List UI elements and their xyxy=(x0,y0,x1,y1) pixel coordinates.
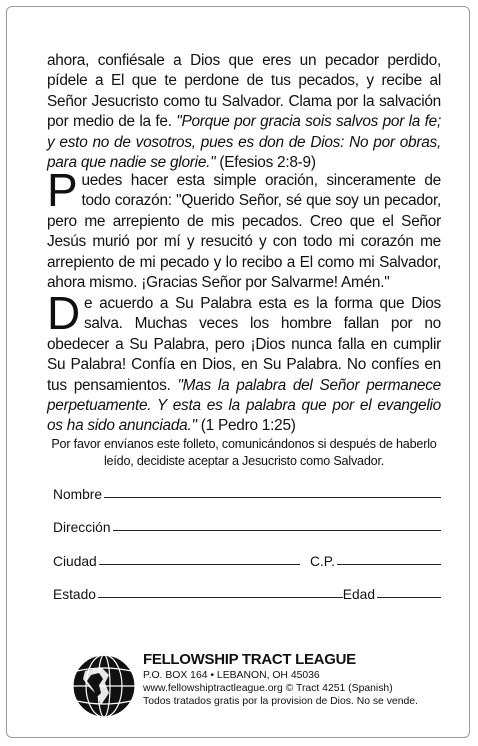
paragraph-text: uedes hacer esta simple oración, sinceramente de todo corazón: "Querido Señor, sé que soy un pecador, pero me arrepiento de mis pecados. Creo que el Señor Jesús murió por mí y resucitó y con todo mi corazón me arrepiento de mi pecado y lo recibo a El como mi Salvador, ahora mismo. ¡Gracias Señor por Salvarme! Amén." xyxy=(47,172,441,292)
form-row-nombre xyxy=(53,480,441,502)
org-name: FELLOWSHIP TRACT LEAGUE xyxy=(143,651,356,668)
ciudad-label: Ciudad xyxy=(53,554,97,569)
cp-label: C.P. xyxy=(309,554,335,569)
ciudad-field[interactable] xyxy=(99,564,300,565)
scripture-quote: "Mas la palabra del Señor permanece perpetuamente. Y esta es la palabra que por el evangelio os ha sido anunciada." xyxy=(47,376,441,435)
publisher-footer xyxy=(71,651,441,723)
form-row-ciudad xyxy=(53,547,441,569)
direccion-field[interactable] xyxy=(113,530,441,531)
edad-field[interactable] xyxy=(377,597,441,598)
scripture-quote: "Porque por gracia sois salvos por la fe; y esto no de vosotros, pues es don de Dios: No por obras, para que nadie se glorie." xyxy=(47,113,441,172)
paragraph-text: e acuerdo a Su Palabra esta es la forma que Dios salva. Muchas veces los hombre fallan por no obedecer a Su Palabra, pero ¡Dios nunca falla en cumplir Su Palabra! Confía en Dios, en Su Palabra. No confíes en tus pensamientos. xyxy=(47,295,441,394)
scripture-reference: (Efesios 2:8-9) xyxy=(215,154,316,172)
tract-page xyxy=(6,6,470,738)
form-row-estado xyxy=(53,580,441,602)
publisher-info xyxy=(143,651,443,709)
response-request: Por favor envíanos este folleto, comunicándonos si después de haberlo leído, decidiste aceptar a Jesucristo como Salvador. xyxy=(51,437,437,468)
org-note: Todos tratados gratis por la provision de Dios. No se vende. xyxy=(143,696,418,708)
edad-label: Edad xyxy=(342,587,375,602)
drop-cap: D xyxy=(47,287,80,339)
form-row-direccion xyxy=(53,513,441,535)
estado-field[interactable] xyxy=(98,597,343,598)
org-website: www.fellowshiptractleague.org © Tract 4251 (Spanish) xyxy=(143,683,393,695)
org-address: P.O. BOX 164 • LEBANON, OH 45036 xyxy=(143,670,320,681)
direccion-label: Dirección xyxy=(53,520,111,535)
estado-label: Estado xyxy=(53,587,96,602)
paragraph-salvation xyxy=(47,51,441,173)
nombre-field[interactable] xyxy=(104,497,441,498)
scripture-reference: (1 Pedro 1:25) xyxy=(196,417,296,435)
drop-cap: P xyxy=(47,164,78,216)
cp-field[interactable] xyxy=(337,564,441,565)
globe-icon xyxy=(71,653,137,719)
nombre-label: Nombre xyxy=(53,487,103,502)
paragraph-word xyxy=(47,287,441,437)
paragraph-text: ahora, confiésale a Dios que eres un pecador perdido, pídele a El que te perdone de tus pecados, y recibe al Señor Jesucristo como tu Salvador. Clama por la salvación por medio de la fe. xyxy=(47,52,441,131)
paragraph-prayer xyxy=(47,164,441,293)
